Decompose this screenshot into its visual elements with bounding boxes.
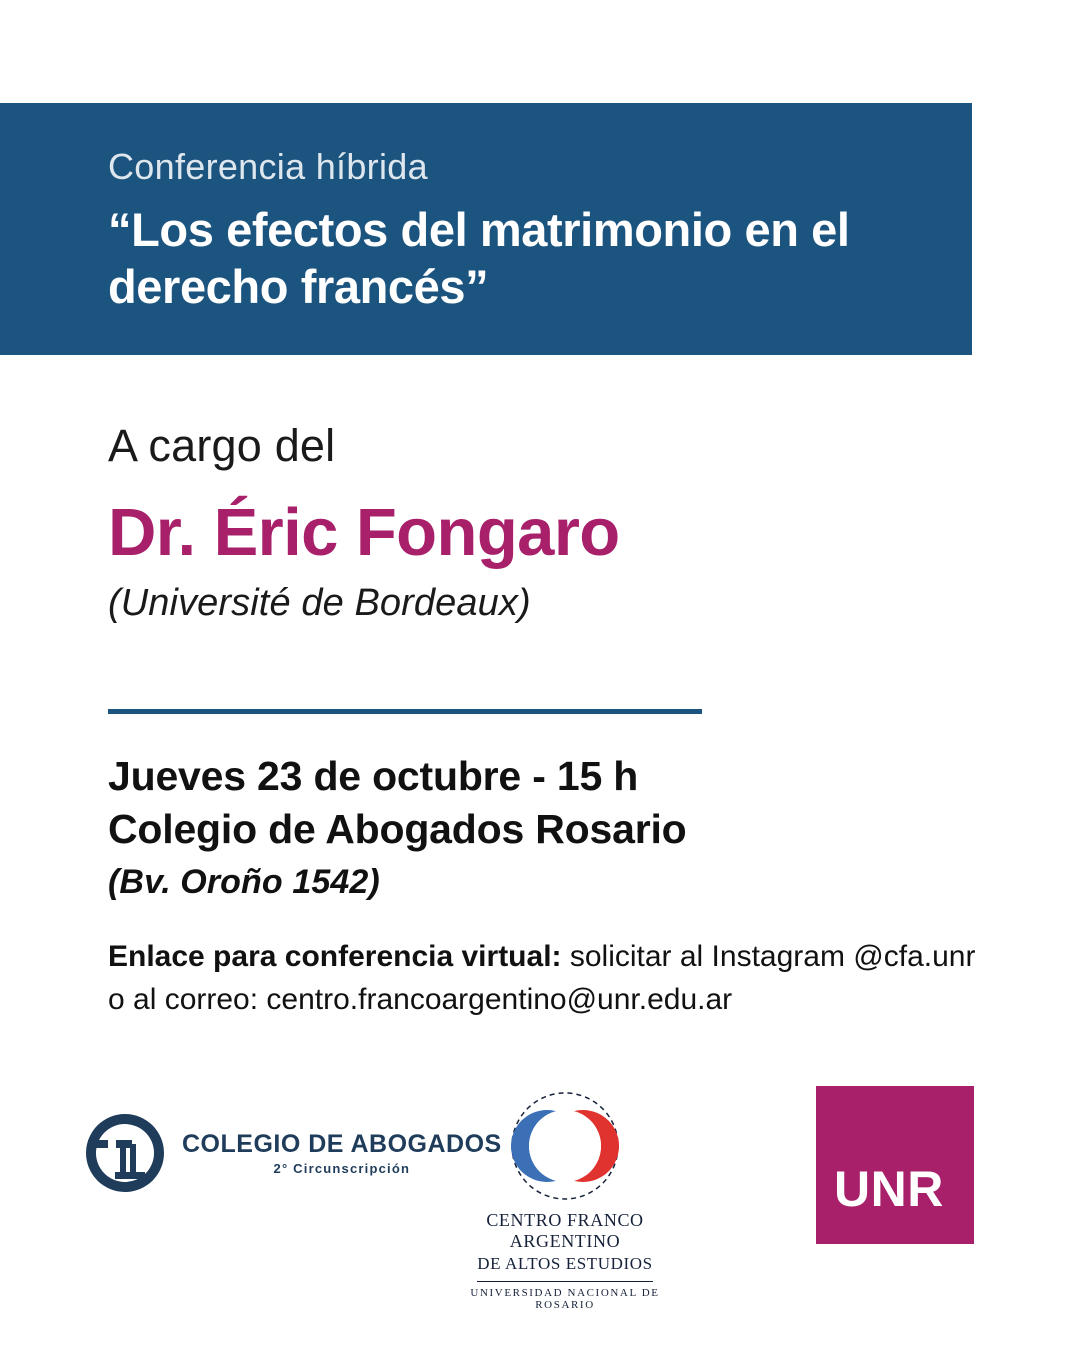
unr-logo	[816, 1086, 974, 1244]
header-band	[0, 103, 972, 355]
colegio-subtitle: 2° Circunscripción	[273, 1160, 411, 1176]
event-address: (Bv. Oroño 1542)	[108, 863, 380, 902]
cfa-line-2: DE ALTOS ESTUDIOS	[477, 1254, 653, 1273]
cfa-line-3: UNIVERSIDAD NACIONAL DE ROSARIO	[470, 1287, 660, 1311]
centro-franco-argentino-logo	[440, 1090, 690, 1311]
speaker-name: Dr. Éric Fongaro	[108, 495, 620, 570]
unr-wordmark: UNR	[834, 1161, 944, 1217]
main-content	[108, 420, 1008, 1021]
event-datetime	[108, 750, 1008, 855]
logo-row	[0, 1082, 1080, 1311]
event-title: “Los efectos del matrimonio en el derecho francés”	[108, 202, 850, 313]
event-kicker: Conferencia híbrida	[108, 146, 428, 187]
cfa-divider	[477, 1281, 653, 1282]
cfa-emblem-icon	[494, 1090, 636, 1202]
colegio-name: COLEGIO DE ABOGADOS	[182, 1129, 502, 1158]
colegio-column-icon	[82, 1110, 168, 1196]
lead-text: A cargo del	[108, 420, 336, 471]
virtual-link-value: solicitar al Instagram @cfa.unr	[561, 940, 976, 974]
virtual-link-info	[108, 936, 988, 1021]
divider-rule	[108, 709, 702, 714]
speaker-affiliation: (Université de Bordeaux)	[108, 582, 531, 625]
cfa-line-1: CENTRO FRANCO ARGENTINO	[486, 1210, 644, 1251]
colegio-de-abogados-logo	[82, 1110, 502, 1196]
virtual-link-email: o al correo: centro.francoargentino@unr.edu.ar	[108, 982, 733, 1016]
virtual-link-label: Enlace para conferencia virtual:	[108, 940, 562, 974]
event-datetime-line1: Jueves 23 de octubre - 15 h	[108, 753, 639, 800]
event-venue-line: Colegio de Abogados Rosario	[108, 805, 687, 852]
